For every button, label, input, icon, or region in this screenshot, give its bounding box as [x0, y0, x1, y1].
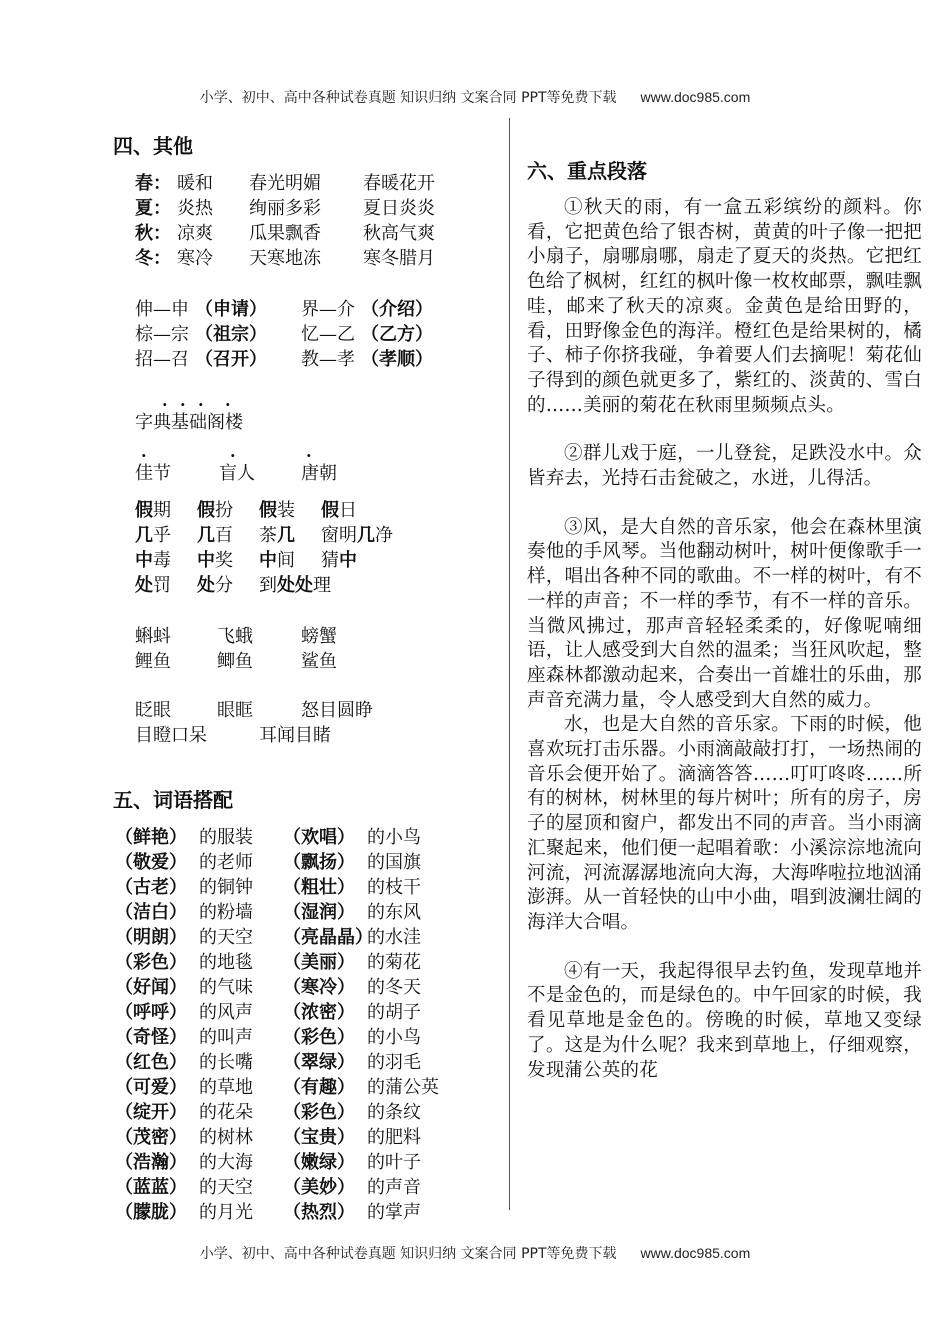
- radical-words: [135, 297, 503, 372]
- collocation-adjective: （粗壮）: [283, 877, 355, 898]
- collocation-noun: 的老师: [199, 852, 253, 873]
- eye-word: 眼眶: [217, 700, 253, 721]
- season-idiom: 春暖花开: [363, 173, 435, 194]
- collocation-row: [115, 975, 503, 1000]
- polyphone-row: [135, 548, 503, 573]
- collocation-noun: 的条纹: [367, 1102, 421, 1123]
- collocation-adjective: （茂密）: [115, 1127, 187, 1148]
- creature-word: 鲨鱼: [301, 651, 337, 672]
- polyphone-word: 中奖: [197, 550, 233, 571]
- right-column: [527, 155, 922, 1083]
- collocation-noun: 的叫声: [199, 1027, 253, 1048]
- eye-word: 目瞪口呆: [135, 725, 207, 746]
- season-row: [135, 196, 503, 221]
- polyphone-words: [135, 498, 503, 598]
- season-idiom: 夏日炎炎: [363, 198, 435, 219]
- season-word: 寒冷: [177, 248, 213, 269]
- season-idiom: 寒冬腊月: [363, 248, 435, 269]
- polyphone-word: 处罚: [135, 575, 171, 596]
- creature-word: 飞蛾: [217, 626, 253, 647]
- collocation-adjective: （欢唱）: [283, 827, 355, 848]
- season-idiom: 瓜果飘香: [249, 223, 321, 244]
- page-header: [0, 87, 950, 107]
- season-label: 夏：: [135, 198, 171, 219]
- collocation-row: [115, 1000, 503, 1025]
- collocation-adjective: （宝贵）: [283, 1127, 355, 1148]
- creature-word: 鲫鱼: [217, 651, 253, 672]
- collocation-noun: 的铜钟: [199, 877, 253, 898]
- collocation-adjective: （飘扬）: [283, 852, 355, 873]
- collocation-noun: 的气味: [199, 977, 253, 998]
- collocation-adjective: （明朗）: [115, 927, 187, 948]
- polyphone-word: 处分: [197, 575, 233, 596]
- collocation-row: [115, 925, 503, 950]
- collocation-noun: 的树林: [199, 1127, 253, 1148]
- section-6-title: 六、重点段落: [527, 159, 647, 183]
- polyphone-word: 假日: [321, 500, 357, 521]
- collocation-adjective: （红色）: [115, 1052, 187, 1073]
- season-words: [135, 171, 503, 271]
- collocation-noun: 的羽毛: [367, 1052, 421, 1073]
- footer-text: 小学、初中、高中各种试卷真题 知识归纳 文案合同 PPT等免费下载: [199, 1246, 617, 1262]
- section-5-title: 五、词语搭配: [113, 788, 233, 812]
- paragraph: ②群儿戏于庭，一儿登瓮，足跌没水中。众皆弃去，光持石击瓮破之，水迸，儿得活。: [527, 443, 922, 490]
- emphasis-dot: .: [180, 391, 186, 410]
- collocation-adjective: （湿润）: [283, 902, 355, 923]
- collocation-noun: 的小鸟: [367, 827, 421, 848]
- radical-pair: 伸—申: [135, 299, 189, 320]
- creature-row: [135, 624, 503, 649]
- column-divider: [509, 118, 510, 1210]
- collocation-row: [115, 1200, 503, 1225]
- season-idiom: 秋高气爽: [363, 223, 435, 244]
- header-text: 小学、初中、高中各种试卷真题 知识归纳 文案合同 PPT等免费下载: [199, 90, 617, 106]
- season-idiom: 春光明媚: [249, 173, 321, 194]
- collocation-noun: 的风声: [199, 1002, 253, 1023]
- creature-word: 蝌蚪: [135, 626, 171, 647]
- radical-row: [135, 322, 503, 347]
- collocation-list: [115, 825, 503, 1225]
- collocation-noun: 的肥料: [367, 1127, 421, 1148]
- collocation-noun: 的掌声: [367, 1202, 421, 1223]
- polyphone-word: 中间: [259, 550, 295, 571]
- collocation-noun: 的月光: [199, 1202, 253, 1223]
- emphasis-dot: .: [141, 442, 147, 461]
- polyphone-word: 猜中: [321, 550, 357, 571]
- polyphone-word: 窗明几净: [321, 525, 393, 546]
- collocation-noun: 的草地: [199, 1077, 253, 1098]
- radical-row: [135, 347, 503, 372]
- collocation-noun: 的天空: [199, 927, 253, 948]
- collocation-row: [115, 1150, 503, 1175]
- season-row: [135, 246, 503, 271]
- collocation-noun: 的东风: [367, 902, 421, 923]
- section-4-title: 四、其他: [113, 134, 193, 158]
- eye-row: [135, 723, 503, 748]
- footer-site: www.doc985.com: [640, 1245, 751, 1261]
- season-idiom: 绚丽多彩: [249, 198, 321, 219]
- collocation-row: [115, 1175, 503, 1200]
- collocation-adjective: （鲜艳）: [115, 827, 187, 848]
- key-paragraphs: [527, 196, 922, 1083]
- collocation-adjective: （绽开）: [115, 1102, 187, 1123]
- eye-word: 耳闻目睹: [259, 725, 331, 746]
- radical-answer: （乙方）: [361, 324, 433, 345]
- collocation-noun: 的水洼: [367, 927, 421, 948]
- eye-word: 眨眼: [135, 700, 171, 721]
- collocation-row: [115, 1075, 503, 1100]
- collocation-noun: 的胡子: [367, 1002, 421, 1023]
- polyphone-word: 到处处理: [259, 575, 331, 596]
- collocation-noun: 的蒲公英: [367, 1077, 439, 1098]
- season-label: 春：: [135, 173, 171, 194]
- collocation-adjective: （嫩绿）: [283, 1152, 355, 1173]
- radical-row: [135, 297, 503, 322]
- collocation-adjective: （彩色）: [283, 1102, 355, 1123]
- season-word: 凉爽: [177, 223, 213, 244]
- radical-answer: （申请）: [195, 299, 267, 320]
- collocation-noun: 的国旗: [367, 852, 421, 873]
- collocation-adjective: （彩色）: [115, 952, 187, 973]
- collocation-noun: 的粉墙: [199, 902, 253, 923]
- collocation-adjective: （呼呼）: [115, 1002, 187, 1023]
- collocation-noun: 的地毯: [199, 952, 253, 973]
- left-column: [113, 130, 503, 1225]
- collocation-noun: 的天空: [199, 1177, 253, 1198]
- collocation-noun: 的枝干: [367, 877, 421, 898]
- page-footer: [0, 1243, 950, 1263]
- season-word: 暖和: [177, 173, 213, 194]
- dotted-word: 盲人: [219, 463, 255, 484]
- emphasis-dot: .: [198, 391, 204, 410]
- polyphone-word: 假装: [259, 500, 295, 521]
- polyphone-word: 中毒: [135, 550, 171, 571]
- collocation-adjective: （可爱）: [115, 1077, 187, 1098]
- collocation-adjective: （寒冷）: [283, 977, 355, 998]
- radical-pair: 忆—乙: [301, 324, 355, 345]
- collocation-noun: 的长嘴: [199, 1052, 253, 1073]
- collocation-noun: 的大海: [199, 1152, 253, 1173]
- emphasis-dots: [135, 391, 503, 410]
- collocation-noun: 的菊花: [367, 952, 421, 973]
- collocation-adjective: （彩色）: [283, 1027, 355, 1048]
- polyphone-row: [135, 573, 503, 598]
- collocation-adjective: （洁白）: [115, 902, 187, 923]
- creature-row: [135, 649, 503, 674]
- collocation-row: [115, 1050, 503, 1075]
- collocation-noun: 的花朵: [199, 1102, 253, 1123]
- collocation-row: [115, 1125, 503, 1150]
- header-site: www.doc985.com: [640, 89, 751, 105]
- polyphone-word: 几百: [197, 525, 233, 546]
- collocation-row: [115, 875, 503, 900]
- emphasis-dots: [135, 442, 503, 461]
- paragraph: ①秋天的雨，有一盒五彩缤纷的颜料。你看，它把黄色给了银杏树，黄黄的叶子像一把把小扇子，扇哪扇哪，扇走了夏天的炎热。它把红色给了枫树，红红的枫叶像一枚枚邮票，飘哇飘哇，邮来了秋天的凉爽。金黄色是给田野的，看，田野像金色的海洋。橙红色是给果树的，橘子、柿子你挤我碰，争着要人们去摘呢！菊花仙子得到的颜色就更多了，紫红的、淡黄的、雪白的……美丽的菊花在秋雨里频频点头。: [527, 197, 922, 416]
- season-row: [135, 221, 503, 246]
- collocation-adjective: （翠绿）: [283, 1052, 355, 1073]
- creature-word: 螃蟹: [301, 626, 337, 647]
- collocation-noun: 的服装: [199, 827, 253, 848]
- dotted-word: 唐朝: [301, 463, 337, 484]
- collocation-row: [115, 1100, 503, 1125]
- radical-pair: 棕—宗: [135, 324, 189, 345]
- collocation-adjective: （有趣）: [283, 1077, 355, 1098]
- collocation-row: [115, 825, 503, 850]
- emphasis-dot: .: [225, 391, 231, 410]
- collocation-adjective: （好闻）: [115, 977, 187, 998]
- polyphone-row: [135, 498, 503, 523]
- collocation-adjective: （朦胧）: [115, 1202, 187, 1223]
- emphasis-dot: .: [162, 391, 168, 410]
- collocation-adjective: （浓密）: [283, 1002, 355, 1023]
- collocation-adjective: （奇怪）: [115, 1027, 187, 1048]
- polyphone-word: 假期: [135, 500, 171, 521]
- creature-word: 鲤鱼: [135, 651, 171, 672]
- dotted-words: [135, 391, 503, 486]
- radical-pair: 教—孝: [301, 349, 355, 370]
- season-idiom: 天寒地冻: [249, 248, 321, 269]
- collocation-noun: 的声音: [367, 1177, 421, 1198]
- eye-row: [135, 698, 503, 723]
- collocation-adjective: （美丽）: [283, 952, 355, 973]
- dotted-word: 佳节: [135, 463, 171, 484]
- season-row: [135, 171, 503, 196]
- collocation-adjective: （热烈）: [283, 1202, 355, 1223]
- collocation-adjective: （美妙）: [283, 1177, 355, 1198]
- collocation-row: [115, 900, 503, 925]
- polyphone-word: 几乎: [135, 525, 171, 546]
- collocation-noun: 的冬天: [367, 977, 421, 998]
- polyphone-row: [135, 523, 503, 548]
- radical-pair: 招—召: [135, 349, 189, 370]
- polyphone-word: 茶几: [259, 525, 295, 546]
- dotted-phrase: 字典基础阁楼: [135, 412, 243, 433]
- paragraph: ③风，是大自然的音乐家，他会在森林里演奏他的手风琴。当他翻动树叶，树叶便像歌手一样，唱出各种不同的歌曲。不一样的树叶，有不一样的声音；不一样的季节，有不一样的音乐。当微风拂过，那声音轻轻柔柔的，好像呢喃细语，让人感受到大自然的温柔；当狂风吹起，整座森林都激动起来，合奏出一首雄壮的乐曲，那声音充满力量，令人感受到大自然的威力。: [527, 516, 922, 711]
- collocation-adjective: （古老）: [115, 877, 187, 898]
- emphasis-dot: .: [306, 442, 312, 461]
- collocation-row: [115, 950, 503, 975]
- polyphone-word: 假扮: [197, 500, 233, 521]
- creature-words: [135, 624, 503, 674]
- collocation-noun: 的叶子: [367, 1152, 421, 1173]
- collocation-adjective: （敬爱）: [115, 852, 187, 873]
- radical-answer: （祖宗）: [195, 324, 267, 345]
- season-label: 冬：: [135, 248, 171, 269]
- eye-words: [135, 698, 503, 748]
- radical-answer: （介绍）: [361, 299, 433, 320]
- radical-answer: （召开）: [195, 349, 267, 370]
- season-word: 炎热: [177, 198, 213, 219]
- collocation-adjective: （浩瀚）: [115, 1152, 187, 1173]
- paragraph: 水，也是大自然的音乐家。下雨的时候，他喜欢玩打击乐器。小雨滴敲敲打打，一场热闹的音乐会便开始了。滴滴答答……叮叮咚咚……所有的树林，树林里的每片树叶；所有的房子，房子的屋顶和窗户，都发出不同的声音。当小雨滴汇聚起来，他们便一起唱着歌：小溪淙淙地流向河流，河流潺潺地流向大海，大海哗啦拉地汹涌澎湃。从一首轻快的山中小曲，唱到波澜壮阔的海洋大合唱。: [527, 714, 922, 933]
- radical-pair: 界—介: [301, 299, 355, 320]
- collocation-row: [115, 1025, 503, 1050]
- dotted-words-row: [135, 461, 503, 486]
- dotted-phrase-row: [135, 410, 503, 435]
- collocation-adjective: （亮晶晶）: [283, 927, 373, 948]
- emphasis-dot: .: [230, 442, 236, 461]
- radical-answer: （孝顺）: [361, 349, 433, 370]
- collocation-adjective: （蓝蓝）: [115, 1177, 187, 1198]
- eye-word: 怒目圆睁: [301, 700, 373, 721]
- collocation-noun: 的小鸟: [367, 1027, 421, 1048]
- season-label: 秋：: [135, 223, 171, 244]
- collocation-row: [115, 850, 503, 875]
- paragraph: ④有一天，我起得很早去钓鱼，发现草地并不是金色的，而是绿色的。中午回家的时候，我看见草地是金色的。傍晚的时候，草地又变绿了。这是为什么呢？我来到草地上，仔细观察，发现蒲公英的花: [527, 960, 922, 1081]
